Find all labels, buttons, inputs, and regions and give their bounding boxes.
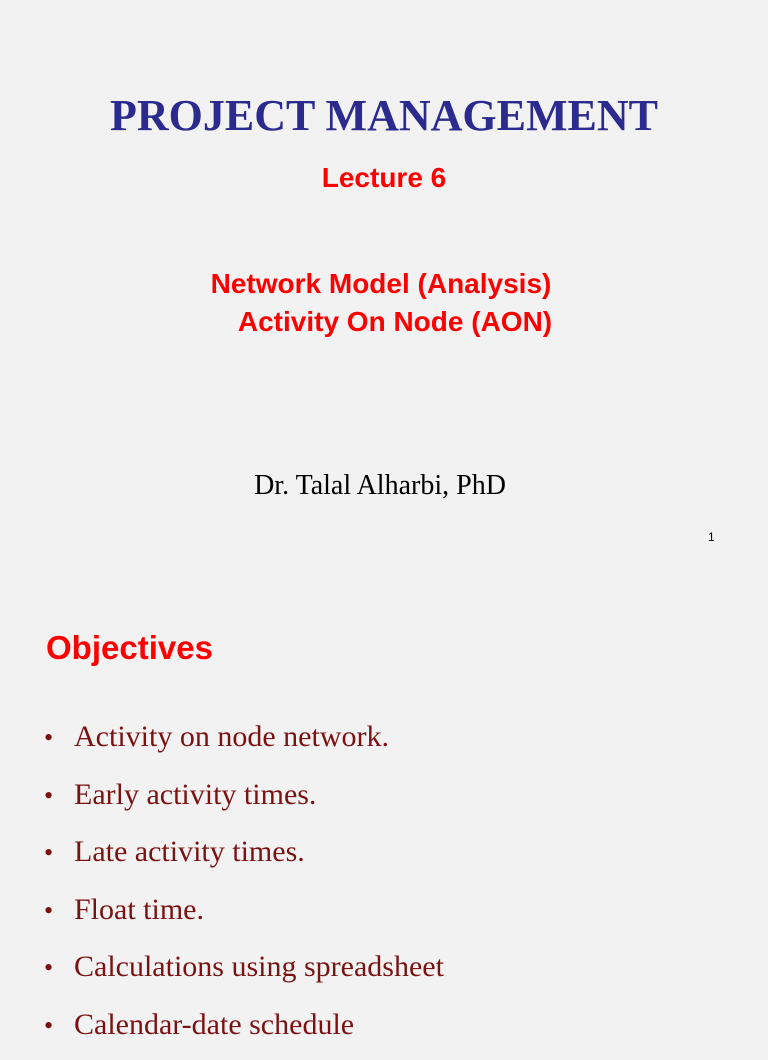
objectives-list: [44, 715, 444, 1060]
list-item: [44, 945, 444, 1003]
list-item: [44, 1003, 444, 1060]
bullet-text: Activity on node network.: [74, 720, 389, 753]
bullet-icon: •: [44, 774, 74, 818]
objectives-slide: [0, 570, 768, 1024]
list-item: [44, 830, 444, 888]
bullet-icon: •: [44, 1004, 74, 1048]
bullet-icon: •: [44, 889, 74, 933]
bullet-icon: •: [44, 946, 74, 990]
lecture-number: Lecture 6: [0, 158, 768, 198]
bullet-text: Float time.: [74, 893, 204, 926]
objectives-heading: Objectives: [46, 626, 213, 670]
list-item: [44, 773, 444, 831]
subtitle-line-1: Network Model (Analysis): [0, 265, 762, 303]
bullet-text: Late activity times.: [74, 835, 305, 868]
slide-title: PROJECT MANAGEMENT: [0, 86, 768, 146]
bullet-text: Calendar-date schedule: [74, 1008, 354, 1041]
page-number: 1: [708, 530, 715, 544]
bullet-icon: •: [44, 831, 74, 875]
author-name: Dr. Talal Alharbi, PhD: [0, 466, 760, 506]
bullet-text: Early activity times.: [74, 778, 316, 811]
list-item: [44, 888, 444, 946]
bullet-icon: •: [44, 716, 74, 760]
subtitle-line-2: Activity On Node (AON): [0, 303, 768, 341]
bullet-text: Calculations using spreadsheet: [74, 950, 444, 983]
list-item: [44, 715, 444, 773]
